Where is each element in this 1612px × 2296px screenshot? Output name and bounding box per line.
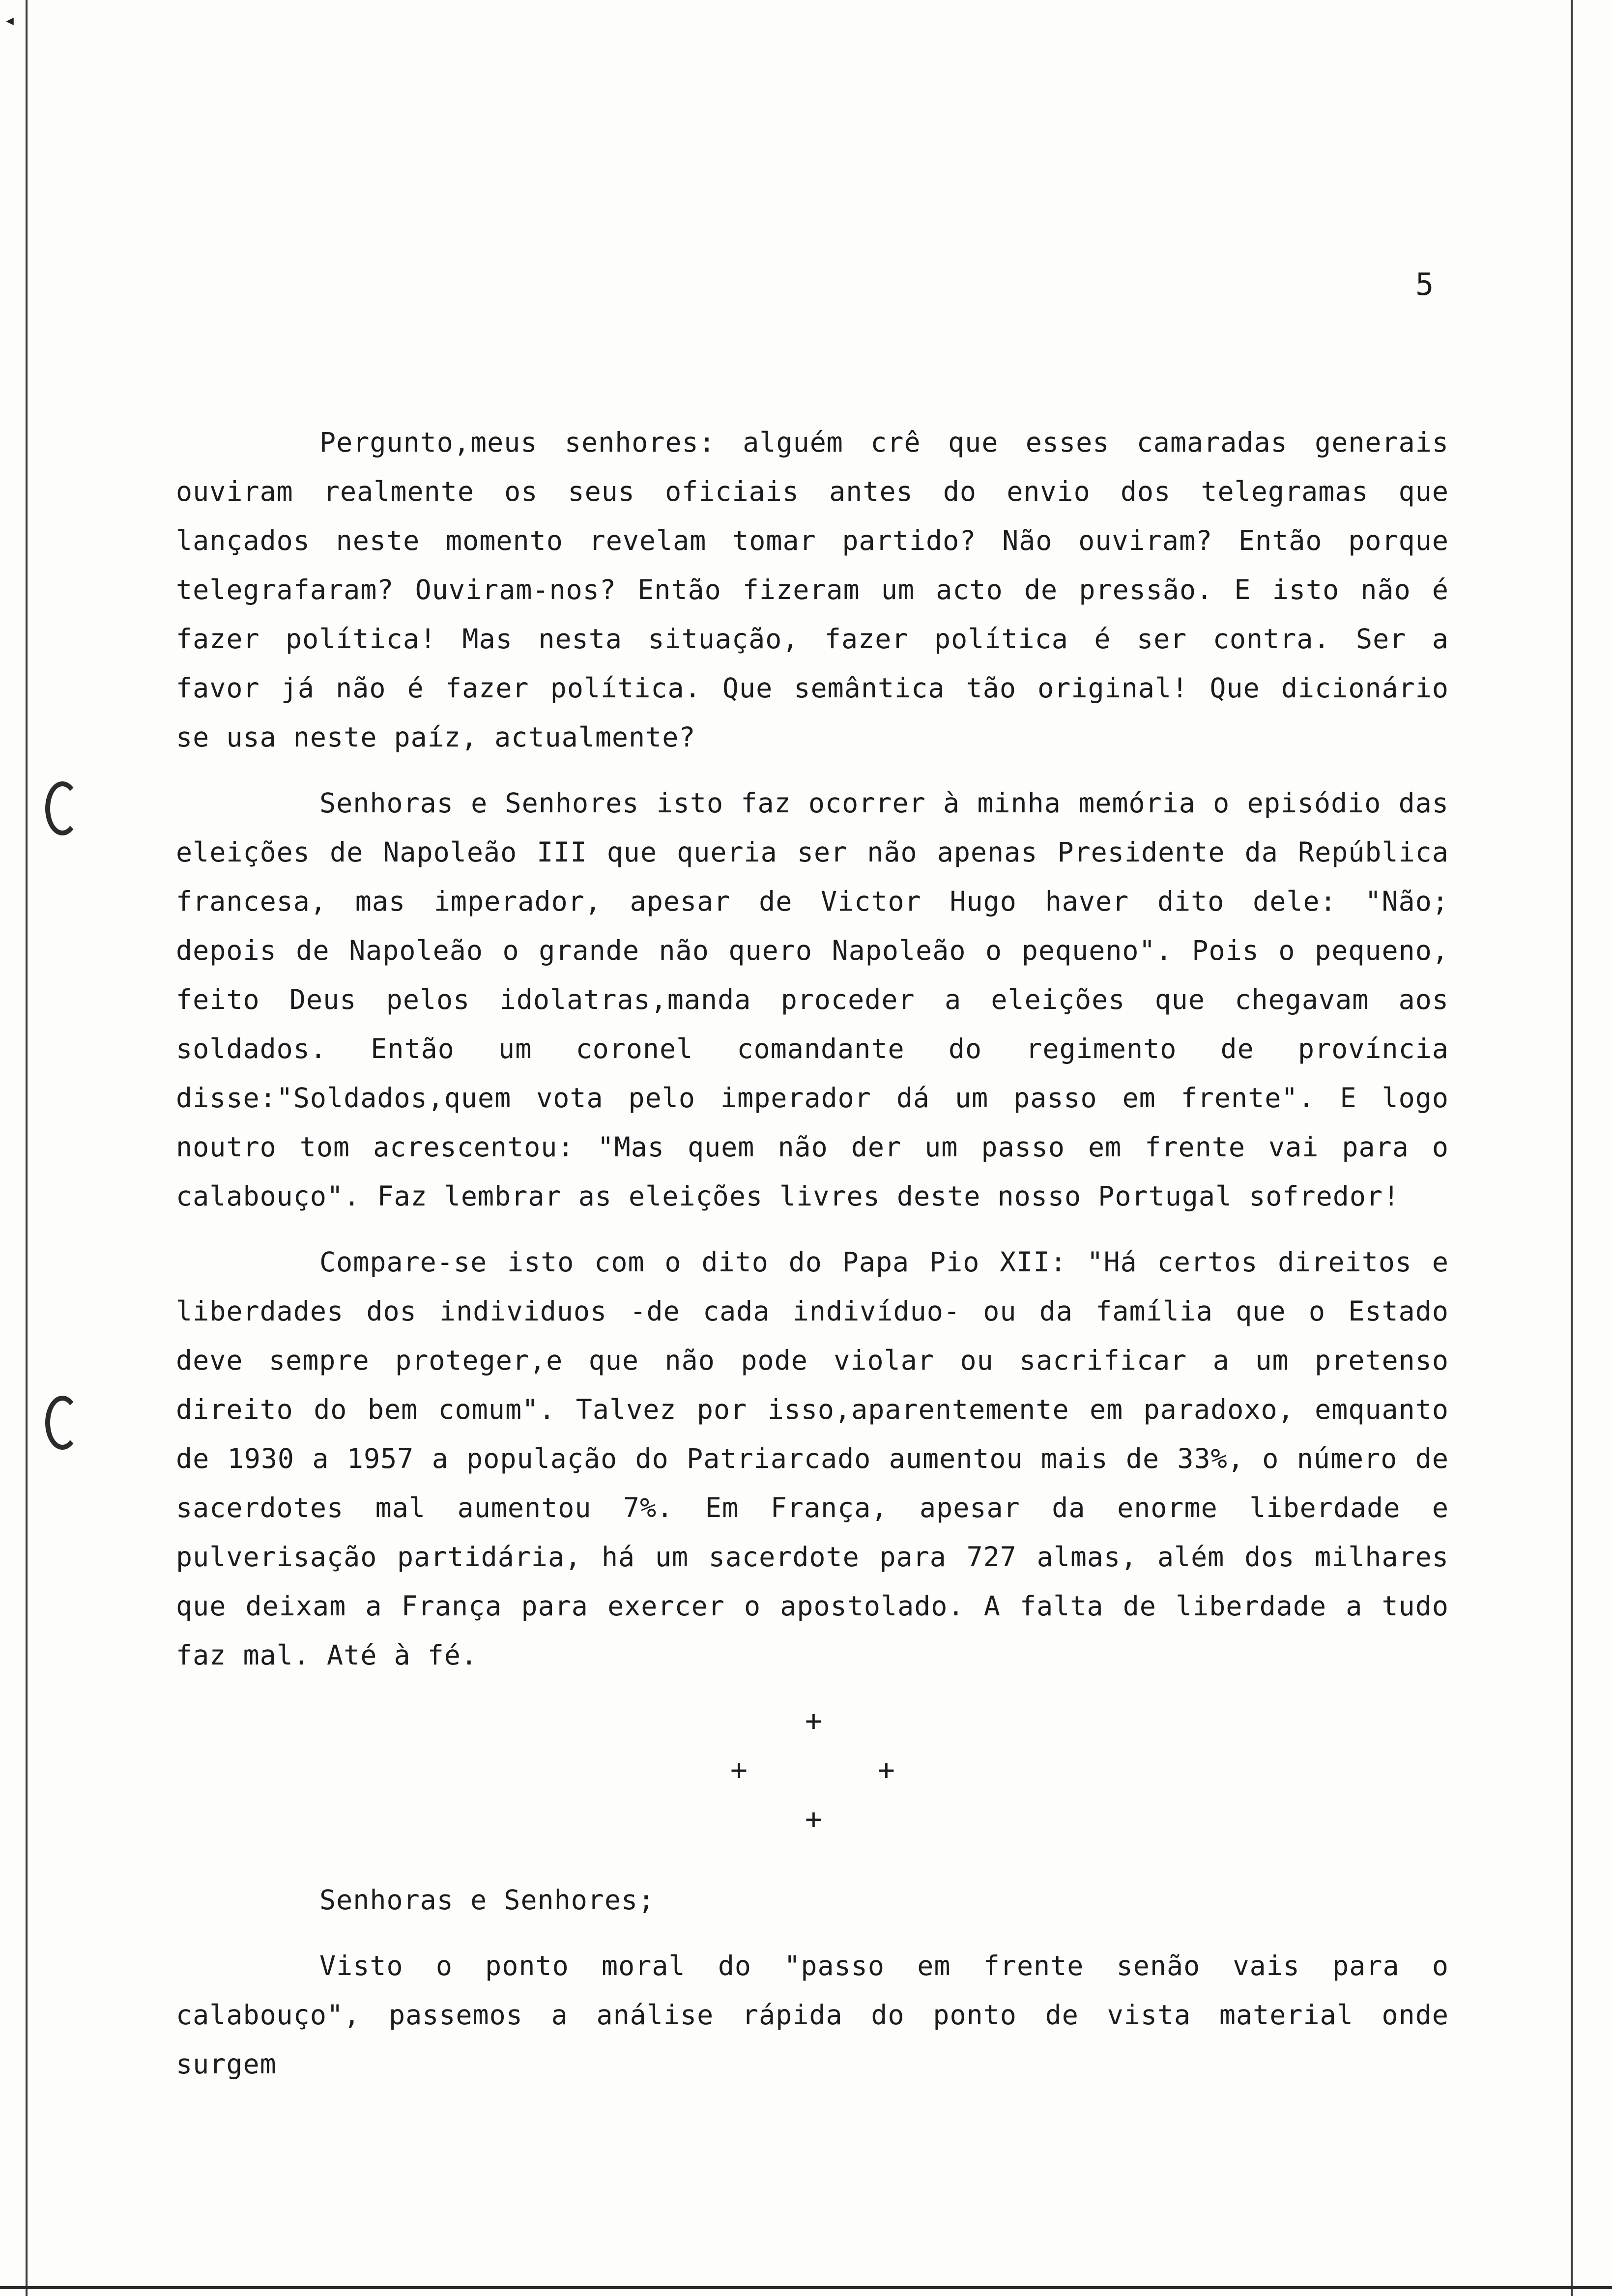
separator-cross: +	[805, 1704, 823, 1737]
paragraph: Senhoras e Senhores isto faz ocorrer à minha memória o episódio das eleições de Napoleão III que queria ser não apenas Presidente da República francesa, mas imperador, apesar de Victor Hugo haver dito dele: "Não; depois de Napoleão o grande não quero Napoleão o pequeno". Pois o pequeno, feito Deus pelos idolatras,manda proceder a eleições que chegavam aos soldados. Então um coronel comandante do regimento de província disse:"Soldados,quem vota pelo imperador dá um passo em frente". E logo noutro tom acrescentou: "Mas quem não der um passo em frente vai para o calabouço". Faz lembrar as eleições livres deste nosso Portugal sofredor!	[176, 787, 1449, 1212]
paragraph: Pergunto,meus senhores: alguém crê que esses camaradas generais ouviram realmente os seus oficiais antes do envio dos telegramas que lançados neste momento revelam tomar partido? Não ouviram? Então porque telegrafaram? Ouviram-nos? Então fizeram um acto de pressão. E isto não é fazer política! Mas nesta situação, fazer política é ser contra. Ser a favor já não é fazer política. Que semântica tão original! Que dicionário se usa neste paíz, actualmente?	[176, 427, 1449, 753]
salutation: Senhoras e Senhores;	[319, 1884, 655, 1916]
page-number: 5	[1415, 266, 1434, 302]
punch-hole-mark	[45, 781, 80, 835]
section-separator	[176, 1696, 1449, 1859]
paragraph: Visto o ponto moral do "passo em frente senão vais para o calabouço", passemos a análise rápida do ponto de vista material onde surgem	[176, 1950, 1449, 2080]
corner-scan-mark: ◂	[4, 9, 16, 31]
punch-hole-mark	[45, 1396, 80, 1450]
paragraph: Compare-se isto com o dito do Papa Pio XII: "Há certos direitos e liberdades dos individuos -de cada indivíduo- ou da família que o Estado deve sempre proteger,e que não pode violar ou sacrificar a um pretenso direito do bem comum". Talvez por isso,aparentemente em paradoxo, emquanto de 1930 a 1957 a população do Patriarcado aumentou mais de 33%, o número de sacerdotes mal aumentou 7%. Em França, apesar da enorme liberdade e pulverisação partidária, há um sacerdote para 727 almas, além dos milhares que deixam a França para exercer o apostolado. A falta de liberdade a tudo faz mal. Até à fé.	[176, 1246, 1449, 1671]
bottom-margin-rule	[0, 2286, 1612, 2289]
right-margin-rule	[1571, 0, 1573, 2296]
separator-cross: +	[805, 1802, 823, 1836]
separator-cross: +	[878, 1753, 895, 1786]
separator-cross: +	[730, 1753, 748, 1786]
left-margin-rule	[26, 0, 28, 2296]
body-text	[176, 418, 1449, 2105]
